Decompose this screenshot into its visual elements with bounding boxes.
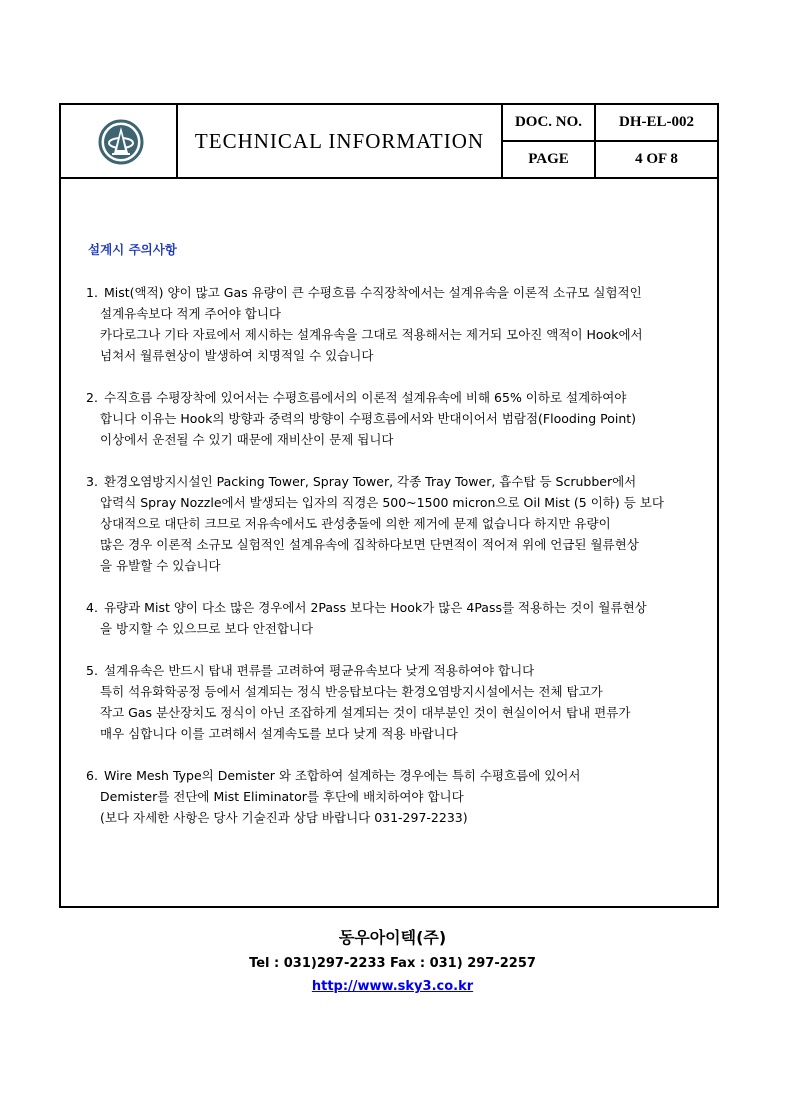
note-line: 설계유속은 반드시 탑내 편류를 고려하여 평균유속보다 낮게 적용하여야 합니다 [103, 663, 535, 678]
note-line: 합니다 이유는 Hook의 방향과 중력의 방향이 수평흐름에서와 반대이어서 범람점(Flooding Point) [100, 411, 637, 426]
note-item-6 [86, 765, 714, 828]
document-title: TECHNICAL INFORMATION [178, 105, 503, 177]
note-line: 많은 경우 이론적 소규모 실험적인 설계유속에 집착하다보면 단면적이 적어져 위에 언급된 월류현상 [100, 537, 639, 552]
page-value: 4 OF 8 [635, 151, 678, 167]
document-frame [59, 103, 719, 908]
page-label: PAGE [503, 142, 596, 177]
doc-no-value: DH-EL-002 [619, 114, 694, 130]
note-line: Wire Mesh Type의 Demister 와 조합하여 설계하는 경우에는 특히 수평흐름에 있어서 [103, 768, 581, 783]
note-number: 3. [86, 474, 98, 489]
note-line: 수직흐름 수평장착에 있어서는 수평흐름에서의 이론적 설계유속에 비해 65% 이하로 설계하여야 [103, 390, 627, 405]
note-line: Demister를 전단에 Mist Eliminator를 후단에 배치하여야 합니다 [100, 789, 464, 804]
note-line: 작고 Gas 분산장치도 정식이 아닌 조잡하게 설계되는 것이 대부분인 것이 현실이어서 탑내 편류가 [100, 705, 631, 720]
logo-cell [61, 105, 178, 177]
doc-no-label: DOC. NO. [503, 105, 596, 140]
note-item-1 [86, 282, 714, 366]
contact-line: Tel : 031)297-2233 Fax : 031) 297-2257 [249, 956, 536, 971]
note-line: 상대적으로 대단히 크므로 저유속에서도 관성충돌에 의한 제거에 문제 없습니다 하지만 유량이 [100, 516, 611, 531]
note-line: 이상에서 운전될 수 있기 때문에 재비산이 문제 됩니다 [100, 432, 394, 447]
note-line: 넘쳐서 월류현상이 발생하여 치명적일 수 있습니다 [100, 348, 374, 363]
page-footer [0, 925, 785, 994]
note-line: 환경오염방지시설인 Packing Tower, Spray Tower, 각종 Tray Tower, 흡수탑 등 Scrubber에서 [103, 474, 637, 489]
note-item-3 [86, 471, 714, 576]
note-line: 유량과 Mist 양이 다소 많은 경우에서 2Pass 보다는 Hook가 많은 4Pass를 적용하는 것이 월류현상 [103, 600, 647, 615]
note-line: 을 유발할 수 있습니다 [100, 558, 221, 573]
website-link[interactable]: http://www.sky3.co.kr [311, 979, 474, 994]
note-line: (보다 자세한 사항은 당사 기술진과 상담 바랍니다 031-297-2233) [100, 810, 468, 825]
note-item-4 [86, 597, 714, 639]
note-line: 설계유속보다 적게 주어야 합니다 [100, 306, 281, 321]
note-line: 특히 석유화학공정 등에서 설계되는 정식 반응탑보다는 환경오염방지시설에서는 전체 탑고가 [100, 684, 603, 699]
note-line: 압력식 Spray Nozzle에서 발생되는 입자의 직경은 500~1500 micron으로 Oil Mist (5 이하) 등 보다 [100, 495, 664, 510]
notes-list [86, 282, 714, 849]
company-logo-icon [98, 119, 144, 165]
note-line: 카다로그나 기타 자료에서 제시하는 설계유속을 그대로 적용해서는 제거되 모아진 액적이 Hook에서 [100, 327, 643, 342]
note-number: 2. [86, 390, 98, 405]
document-header [61, 105, 717, 179]
note-number: 5. [86, 663, 98, 678]
company-name: 동우아이텍(주) [338, 928, 447, 947]
note-number: 6. [86, 768, 98, 783]
note-number: 4. [86, 600, 98, 615]
note-line: 을 방지할 수 있으므로 보다 안전합니다 [100, 621, 314, 636]
section-title: 설계시 주의사항 [88, 242, 177, 257]
note-number: 1. [86, 285, 98, 300]
note-item-5 [86, 660, 714, 744]
note-line: 매우 심합니다 이를 고려해서 설계속도를 보다 낮게 적용 바랍니다 [100, 726, 458, 741]
note-line: Mist(액적) 양이 많고 Gas 유량이 큰 수평흐름 수직장착에서는 설계유속을 이론적 소규모 실험적인 [103, 285, 642, 300]
note-item-2 [86, 387, 714, 450]
